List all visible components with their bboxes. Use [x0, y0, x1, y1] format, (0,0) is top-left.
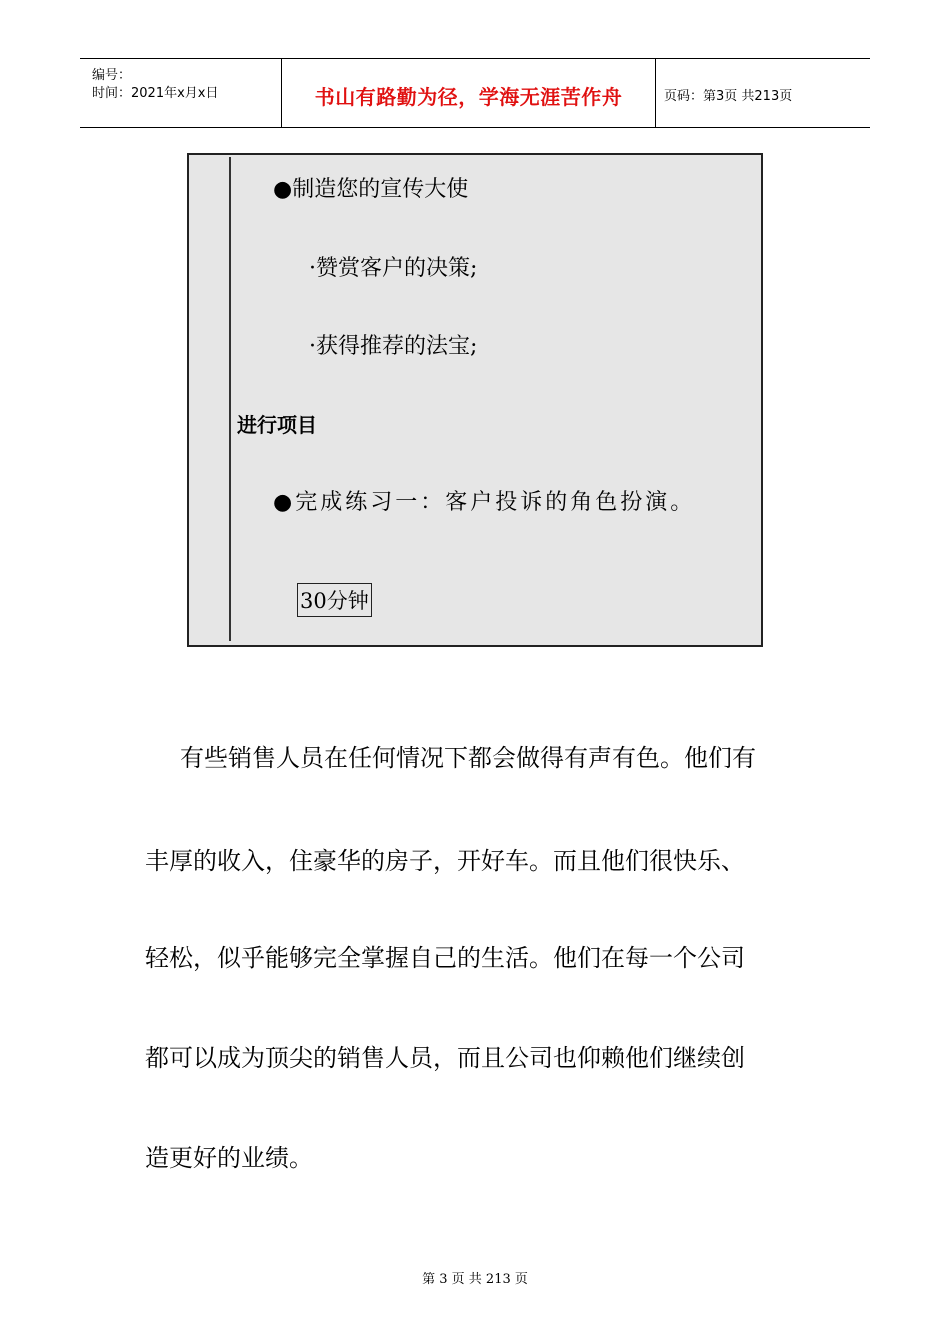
- agenda-box: [187, 153, 763, 647]
- page-footer: 第 3 页 共 213 页: [422, 1272, 528, 1287]
- header-motto-cell: [282, 59, 656, 127]
- body-line-1: 有些销售人员在任何情况下都会做得有声有色。他们有: [180, 744, 756, 772]
- header-page-info: 页码：第3页 共213页: [664, 89, 793, 104]
- agenda-subitem-1: ·赞赏客户的决策;: [309, 256, 478, 281]
- header-meta-cell: [80, 59, 282, 127]
- time-label: 时间：2021年x月x日: [92, 86, 219, 101]
- header-page-cell: [656, 59, 870, 127]
- serial-label: 编号：: [92, 68, 132, 83]
- agenda-bullet-1: ●制造您的宣传大使: [273, 177, 469, 202]
- body-line-5: 造更好的业绩。: [145, 1144, 313, 1172]
- section-title: 进行项目: [237, 413, 317, 437]
- box-divider-line: [229, 157, 231, 641]
- duration-badge: 30分钟: [297, 583, 372, 617]
- body-line-2: 丰厚的收入，住豪华的房子，开好车。而且他们很快乐、: [145, 847, 745, 875]
- page-header: [80, 58, 870, 128]
- header-motto: 书山有路勤为径，学海无涯苦作舟: [314, 85, 623, 109]
- body-line-4: 都可以成为顶尖的销售人员，而且公司也仰赖他们继续创: [145, 1044, 745, 1072]
- body-line-3: 轻松，似乎能够完全掌握自己的生活。他们在每一个公司: [145, 944, 745, 972]
- agenda-subitem-2: ·获得推荐的法宝;: [309, 334, 478, 359]
- agenda-bullet-2: ●完成练习一：客户投诉的角色扮演。: [273, 490, 696, 515]
